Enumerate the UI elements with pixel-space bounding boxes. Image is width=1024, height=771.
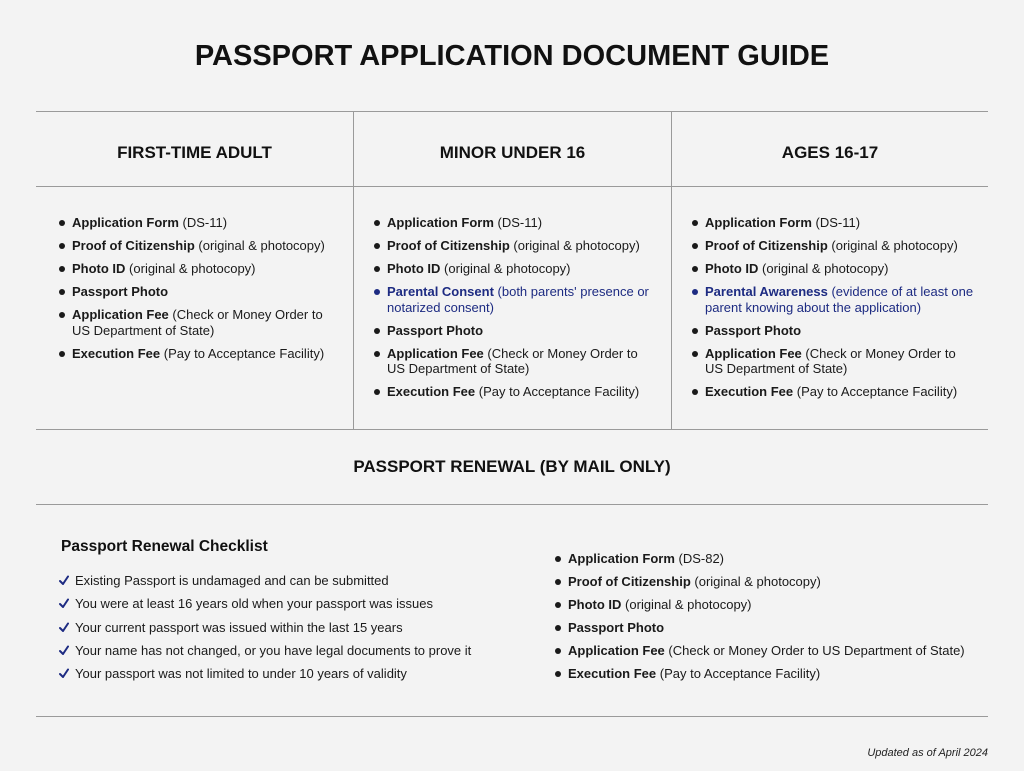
document-item-detail: (original & photocopy) xyxy=(509,238,640,253)
document-item-name: Photo ID xyxy=(387,261,441,276)
document-item-name: Application Form xyxy=(568,551,675,566)
document-item-name: Proof of Citizenship xyxy=(705,238,828,253)
document-item-detail: (Pay to Acceptance Facility) xyxy=(793,384,958,399)
document-item xyxy=(374,384,659,400)
document-item xyxy=(59,346,344,362)
column-heading-ages-16-17: AGES 16-17 xyxy=(781,143,879,162)
checkmark-icon xyxy=(59,645,69,656)
document-item xyxy=(59,284,344,300)
document-item xyxy=(555,597,985,613)
document-item-name: Photo ID xyxy=(568,597,622,612)
document-item-name: Passport Photo xyxy=(72,284,169,299)
document-item-name: Photo ID xyxy=(72,261,126,276)
document-item-name: Passport Photo xyxy=(705,322,802,338)
checklist-item-text: Existing Passport is undamaged and can be submitted xyxy=(75,573,389,588)
document-item xyxy=(374,323,659,339)
document-item-detail: (original & photocopy) xyxy=(440,261,571,276)
document-item-detail: (Check or Money Order to US Department of State) xyxy=(72,307,323,338)
document-item-name: Photo ID xyxy=(705,261,759,276)
document-item-name: Application Fee xyxy=(387,345,484,361)
document-item xyxy=(59,215,344,231)
page-title: PASSPORT APPLICATION DOCUMENT GUIDE xyxy=(194,40,830,72)
renewal-document-list xyxy=(555,551,985,689)
checkmark-icon xyxy=(59,598,69,609)
divider xyxy=(36,504,988,505)
document-item xyxy=(555,574,985,590)
document-item xyxy=(374,261,659,277)
document-item-name: Application Form xyxy=(387,215,494,230)
checklist-item-text: Your current passport was issued within the last 15 years xyxy=(75,619,403,635)
column-heading-first-time-adult: FIRST-TIME ADULT xyxy=(117,143,272,162)
document-item-name: Execution Fee xyxy=(72,345,161,361)
divider xyxy=(36,111,988,112)
document-item xyxy=(692,238,977,254)
document-item xyxy=(374,346,659,377)
document-item-detail: (Pay to Acceptance Facility) xyxy=(656,666,821,681)
document-item xyxy=(374,284,659,315)
document-item-detail: (DS-82) xyxy=(674,551,725,566)
document-item-detail: (original & photocopy) xyxy=(194,238,325,253)
checkmark-icon xyxy=(59,668,69,679)
divider xyxy=(36,429,988,430)
document-item-detail: (original & photocopy) xyxy=(758,261,889,276)
document-item-detail: (DS-11) xyxy=(811,215,861,230)
document-item-detail: (Pay to Acceptance Facility) xyxy=(475,384,640,399)
document-item xyxy=(374,215,659,231)
checklist-item xyxy=(59,573,471,589)
document-item-name: Application Form xyxy=(72,215,179,230)
document-item xyxy=(555,551,985,567)
checkmark-icon xyxy=(59,575,69,586)
updated-date-note: Updated as of April 2024 xyxy=(867,747,988,759)
checklist-item-text: You were at least 16 years old when your passport was issues xyxy=(75,596,433,612)
ages-16-17-document-list xyxy=(692,215,977,407)
column-heading-minor-under-16: MINOR UNDER 16 xyxy=(439,143,586,162)
document-item-name: Proof of Citizenship xyxy=(72,238,195,253)
document-item xyxy=(59,238,344,254)
document-item-name: Application Fee xyxy=(72,307,169,322)
document-item xyxy=(692,346,977,377)
document-item xyxy=(692,384,977,400)
checklist-item xyxy=(59,643,471,659)
checklist-item-text: Your name has not changed, or you have legal documents to prove it xyxy=(75,642,472,658)
document-item-name: Parental Awareness xyxy=(705,284,828,299)
document-item-name: Proof of Citizenship xyxy=(568,574,691,589)
document-item-detail: (DS-11) xyxy=(493,215,543,230)
document-item-name: Application Fee xyxy=(568,643,665,658)
document-item-detail: (evidence of at least one parent knowing about the application) xyxy=(705,284,974,315)
checklist-item xyxy=(59,596,471,612)
document-item xyxy=(555,666,985,682)
document-item-name: Application Fee xyxy=(705,345,802,361)
document-item xyxy=(555,643,985,659)
document-item-detail: (original & photocopy) xyxy=(690,574,821,589)
document-item-detail: (Check or Money Order to US Department of State) xyxy=(387,345,638,376)
document-item-name: Proof of Citizenship xyxy=(387,238,510,253)
section-heading-passport-renewal: PASSPORT RENEWAL (BY MAIL ONLY) xyxy=(353,457,671,476)
checklist-item-text: Your passport was not limited to under 10 years of validity xyxy=(75,666,407,682)
renewal-checklist-title: Passport Renewal Checklist xyxy=(61,538,268,555)
first-time-adult-document-list xyxy=(59,215,344,369)
document-item xyxy=(59,261,344,277)
document-item-name: Passport Photo xyxy=(568,620,665,635)
document-item-detail: (Pay to Acceptance Facility) xyxy=(160,345,325,361)
document-item-detail: (both parents' presence or notarized consent) xyxy=(387,284,649,315)
document-item xyxy=(692,215,977,231)
minor-under-16-document-list xyxy=(374,215,659,407)
document-item xyxy=(59,307,344,338)
document-item-detail: (DS-11) xyxy=(178,215,228,230)
checkmark-icon xyxy=(59,622,69,633)
document-item-name: Passport Photo xyxy=(387,322,484,338)
document-item-name: Application Form xyxy=(705,215,812,230)
document-item-name: Parental Consent xyxy=(387,284,494,299)
renewal-checklist xyxy=(59,573,471,689)
document-item xyxy=(555,620,985,636)
document-item xyxy=(374,238,659,254)
document-item-name: Execution Fee xyxy=(568,666,657,681)
divider xyxy=(36,716,988,717)
document-item xyxy=(692,261,977,277)
document-item-name: Execution Fee xyxy=(705,384,794,399)
divider xyxy=(36,186,988,187)
document-item xyxy=(692,284,977,315)
document-item-detail: (original & photocopy) xyxy=(125,261,256,276)
document-item-detail: (original & photocopy) xyxy=(621,597,752,612)
checklist-item xyxy=(59,620,471,636)
checklist-item xyxy=(59,666,471,682)
document-item-detail: (original & photocopy) xyxy=(827,238,958,253)
document-item xyxy=(692,323,977,339)
document-item-name: Execution Fee xyxy=(387,384,476,399)
document-item-detail: (Check or Money Order to US Department of State) xyxy=(705,345,956,376)
document-item-detail: (Check or Money Order to US Department of State) xyxy=(664,643,965,658)
